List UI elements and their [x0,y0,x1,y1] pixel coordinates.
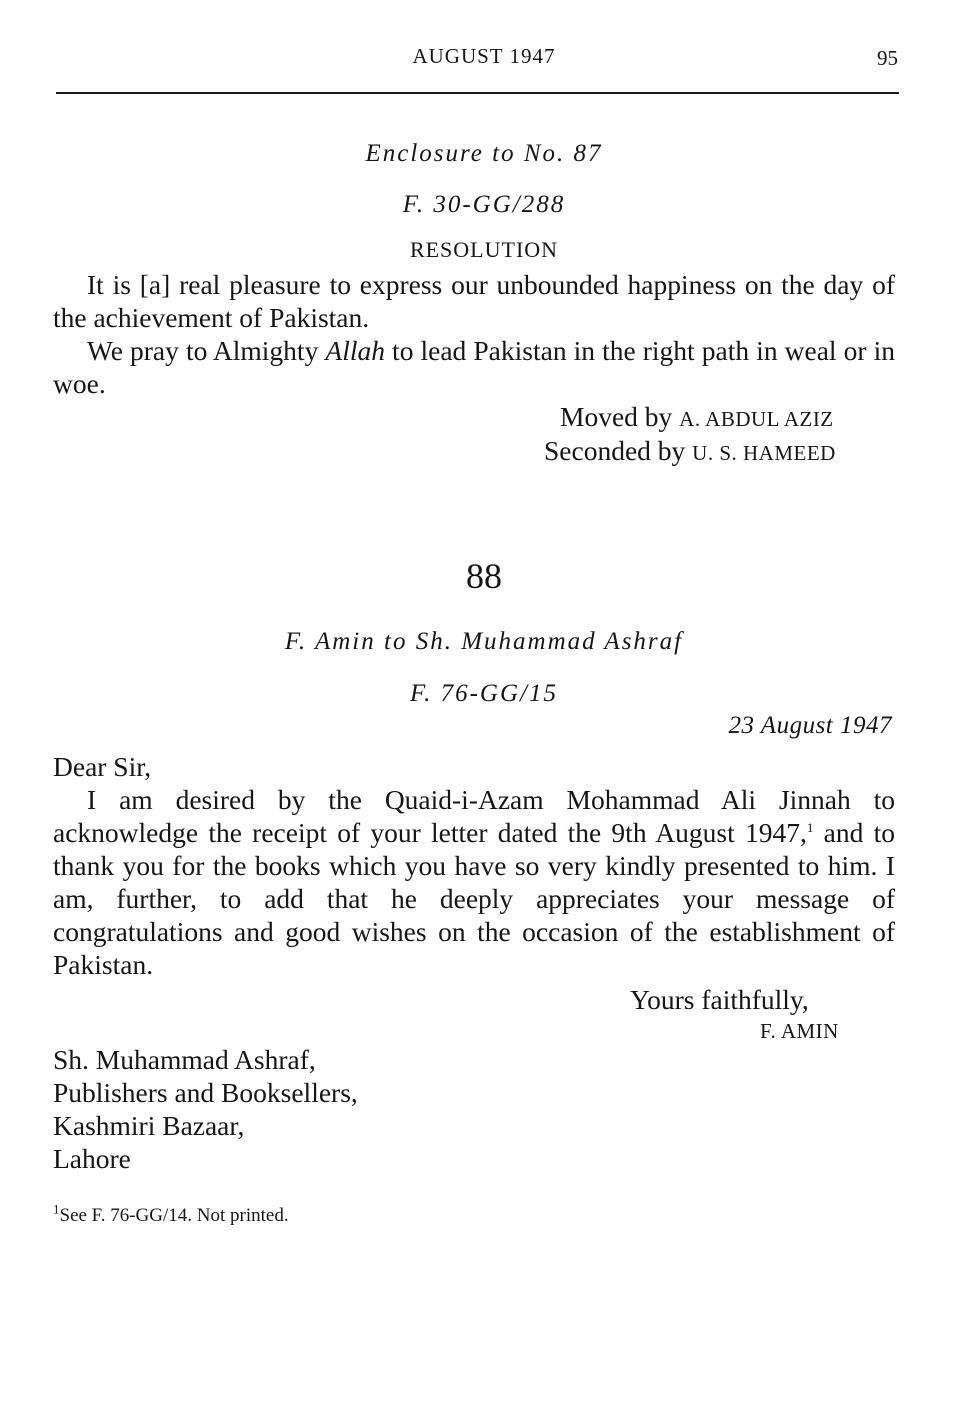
resolution-para2-end: to lead Pakistan in the right path in weal or in woe. [53,335,895,399]
seconded-by-name: U. S. HAMEED [692,441,836,465]
enclosure-heading: Enclosure to No. 87 [365,140,603,167]
footnote-text: See F. 76-GG/14. Not printed. [59,1205,289,1226]
letter-body [53,750,895,981]
letter-text-end: and to thank you for the books which you have so very kindly presented to him. I am, further, to add that he deeply appreciates your message of congratulations and good wishes on the occasion of the establishment of Pakistan. [53,817,895,980]
moved-by [560,400,834,436]
footnote-reference: 1 [806,819,814,835]
document-title: F. Amin to Sh. Muhammad Ashraf [284,628,684,655]
resolution-para2-start: We pray to Almighty [87,335,326,366]
salutation: Dear Sir, [53,751,152,782]
resolution-para2-italic: Allah [325,335,385,366]
moved-by-prefix: Moved by [560,401,680,432]
document-file-ref: F. 76-GG/15 [410,680,558,707]
running-title: AUGUST 1947 [412,44,556,68]
address-line: Lahore [53,1143,131,1174]
enclosure-file-ref: F. 30-GG/288 [402,191,566,218]
resolution-label: RESOLUTION [409,237,559,262]
recipient-address [53,1043,358,1175]
resolution-paragraph-1: It is [a] real pleasure to express our unbounded happiness on the day of the achievement of Pakistan. [53,269,895,333]
footnote-marker: 1 [53,1201,60,1217]
running-head [0,44,968,74]
moved-by-name: A. ABDUL AZIZ [679,407,834,431]
seconded-by [544,434,836,470]
closing: Yours faithfully, [630,984,809,1015]
resolution-paragraph-2 [53,334,895,400]
letter-paragraph [53,783,895,981]
header-rule [56,92,899,94]
address-line: Kashmiri Bazaar, [53,1110,245,1141]
resolution-text [53,268,895,400]
document-number: 88 [466,556,502,596]
page-number: 95 [877,46,898,70]
letter-text-start: I am desired by the Quaid-i-Azam Mohammad Ali Jinnah to acknowledge the receipt of your letter dated the 9th August 1947, [53,784,895,848]
seconded-by-prefix: Seconded by [544,435,693,466]
footnote [53,1201,289,1227]
address-line: Sh. Muhammad Ashraf, [53,1044,316,1075]
address-line: Publishers and Booksellers, [53,1077,358,1108]
document-date: 23 August 1947 [728,712,892,739]
signatory: F. AMIN [760,1019,839,1043]
